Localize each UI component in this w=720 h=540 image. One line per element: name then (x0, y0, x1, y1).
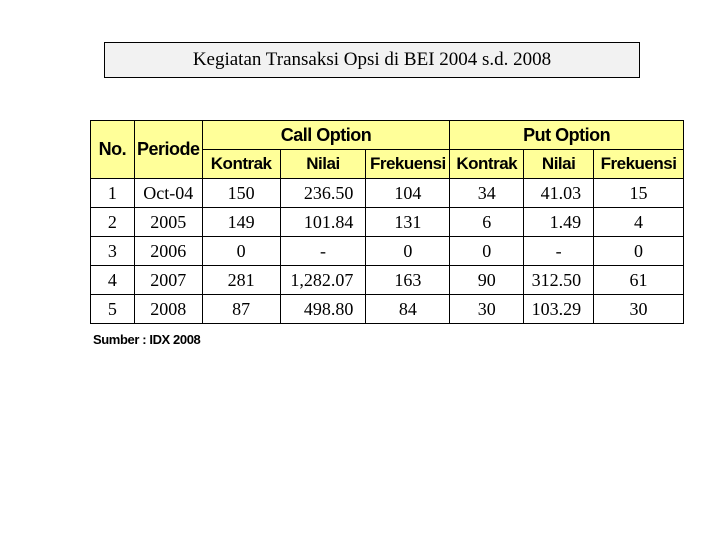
header-put-option: Put Option (450, 121, 684, 150)
cell-periode: 2005 (134, 208, 202, 237)
table-row (91, 208, 684, 237)
cell-put-kontrak: 6 (450, 208, 524, 237)
cell-call-frekuensi: 104 (366, 179, 450, 208)
cell-put-nilai: 1.49 (524, 208, 594, 237)
cell-call-kontrak: 150 (202, 179, 280, 208)
cell-put-nilai: 312.50 (524, 266, 594, 295)
page-title (104, 42, 640, 78)
cell-call-frekuensi: 163 (366, 266, 450, 295)
cell-put-frekuensi: 4 (594, 208, 684, 237)
cell-call-nilai: - (280, 237, 366, 266)
table-row (91, 266, 684, 295)
header-call-option: Call Option (202, 121, 450, 150)
header-call-kontrak: Kontrak (202, 150, 280, 179)
table-row (91, 295, 684, 324)
header-put-frekuensi: Frekuensi (594, 150, 684, 179)
header-call-frekuensi: Frekuensi (366, 150, 450, 179)
header-periode: Periode (134, 121, 202, 179)
cell-no: 4 (91, 266, 135, 295)
cell-put-kontrak: 30 (450, 295, 524, 324)
cell-put-nilai: 103.29 (524, 295, 594, 324)
cell-no: 1 (91, 179, 135, 208)
cell-periode: 2006 (134, 237, 202, 266)
table-body (91, 179, 684, 324)
cell-call-kontrak: 281 (202, 266, 280, 295)
cell-call-nilai: 1,282.07 (280, 266, 366, 295)
table-row (91, 237, 684, 266)
options-table (90, 120, 684, 324)
cell-call-kontrak: 149 (202, 208, 280, 237)
cell-put-frekuensi: 61 (594, 266, 684, 295)
cell-put-frekuensi: 0 (594, 237, 684, 266)
table-row (91, 179, 684, 208)
cell-periode: Oct-04 (134, 179, 202, 208)
cell-no: 3 (91, 237, 135, 266)
header-put-kontrak: Kontrak (450, 150, 524, 179)
header-no: No. (91, 121, 135, 179)
cell-put-frekuensi: 30 (594, 295, 684, 324)
cell-call-nilai: 498.80 (280, 295, 366, 324)
page-title-text: Kegiatan Transaksi Opsi di BEI 2004 s.d. 2008 (192, 49, 552, 70)
cell-periode: 2007 (134, 266, 202, 295)
cell-put-nilai: - (524, 237, 594, 266)
cell-put-kontrak: 0 (450, 237, 524, 266)
header-put-nilai: Nilai (524, 150, 594, 179)
cell-call-nilai: 236.50 (280, 179, 366, 208)
cell-periode: 2008 (134, 295, 202, 324)
cell-call-frekuensi: 131 (366, 208, 450, 237)
cell-call-frekuensi: 0 (366, 237, 450, 266)
cell-no: 5 (91, 295, 135, 324)
cell-put-kontrak: 34 (450, 179, 524, 208)
cell-put-kontrak: 90 (450, 266, 524, 295)
header-call-nilai: Nilai (280, 150, 366, 179)
cell-call-nilai: 101.84 (280, 208, 366, 237)
cell-call-kontrak: 87 (202, 295, 280, 324)
cell-no: 2 (91, 208, 135, 237)
cell-put-nilai: 41.03 (524, 179, 594, 208)
cell-call-frekuensi: 84 (366, 295, 450, 324)
source-note: Sumber : IDX 2008 (93, 332, 201, 347)
cell-put-frekuensi: 15 (594, 179, 684, 208)
cell-call-kontrak: 0 (202, 237, 280, 266)
table-header (91, 121, 684, 179)
